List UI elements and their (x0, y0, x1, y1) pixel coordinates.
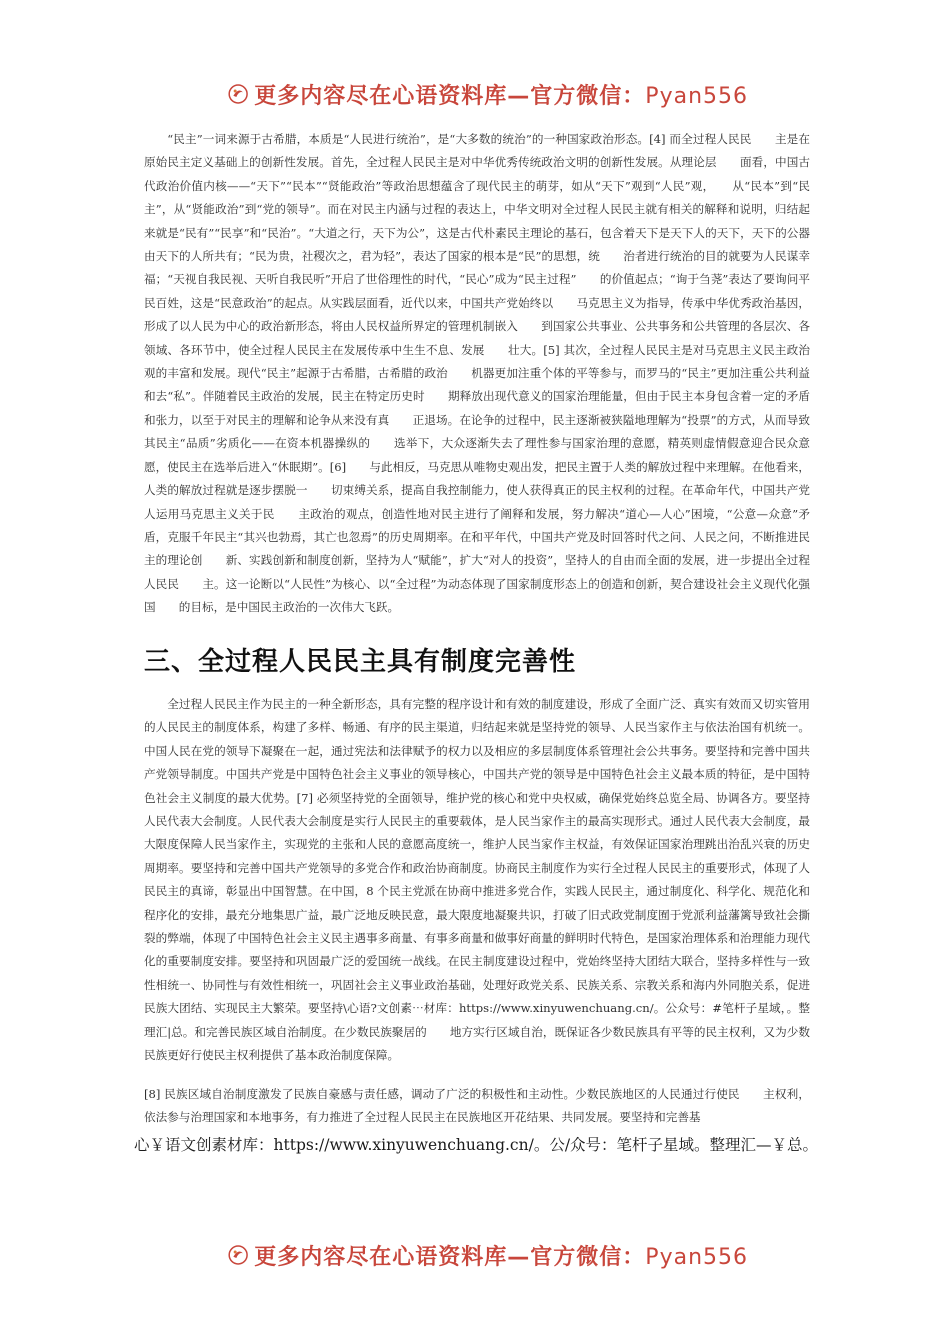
brand-logo-icon (228, 1238, 248, 1272)
banner-handle: Pyan556 (645, 1244, 748, 1270)
body-paragraph-3: [8] 民族区域自治制度激发了民族自豪感与责任感，调动了广泛的积极性和主动性。少数民族地区的人民通过行使民 主权利，依法参与治理国家和本地事务，有力推进了全过程人民民主在民族地区开花结果、共同发展。要坚持和完善基 (144, 1087, 810, 1125)
banner-handle: Pyan556 (645, 83, 748, 109)
watermark-line: 心￥语文创素材库：https://www.xinyuwenchuang.cn/。公/众号：笔杆子星域。整理汇—￥总。 (134, 1136, 819, 1154)
banner-text: 更多内容尽在心语资料库—官方微信：Pyan556 (254, 1244, 748, 1270)
section-heading: 三、全过程人民民主具有制度完善性 (144, 647, 577, 677)
body-paragraph-2: 全过程人民民主作为民主的一种全新形态，具有完整的程序设计和有效的制度建设，形成了全面广泛、真实有效而又切实管用的人民民主的制度体系，构建了多样、畅通、有序的民主渠道，归结起来就是坚持党的领导、人民当家作主与依法治国有机统一。中国人民在党的领导下凝聚在一起，通过宪法和法律赋予的权力以及相应的多层制度体系管理社会公共事务。要坚持和完善中国共产党领导制度。中国共产党是中国特色社会主义事业的领导核心，中国共产党的领导是中国特色社会主义最本质的特征，是中国特色社会主义制度的最大优势。[7] 必须坚持党的全面领导，维护党的核心和党中央权威，确保党始终总览全局、协调各方。要坚持人民代表大会制度。人民代表大会制度是实行人民民主的重要载体，是人民当家作主的最高实现形式。通过人民代表大会制度，最大限度保障人民当家作主，实现党的主张和人民的意愿高度统一，维护人民当家作主权益，有效保证国家治理跳出治乱兴衰的历史周期率。要坚持和完善中国共产党领导的多党合作和政治协商制度。协商民主制度作为实行全过程人民民主的重要形式，体现了人民民主的真谛，彰显出中国智慧。在中国，8 个民主党派在协商中推进多党合作，实践人民民主，通过制度化、科学化、规范化和程序化的安排，最充分地集思广益，最广泛地反映民意，最大限度地凝聚共识，打破了旧式政党制度囿于党派利益藩篱导致社会撕裂的弊端，体现了中国特色社会主义民主遇事多商量、有事多商量和做事好商量的鲜明时代特色，是国家治理体系和治理能力现代化的重要制度安排。要坚持和巩固最广泛的爱国统一战线。在民主制度建设过程中，党始终坚持大团结大联合，坚持多样性与一致性相统一、协同性与有效性相统一，巩固社会主义事业政治基础，处理好政党关系、民族关系、宗教关系和海内外同胞关系，促进民族大团结、实现民主大繁荣。要坚持\心语?文创素⋯材库：https://www.xinyuwenchuang.cn/。公众号：#笔杆子星域，。整理汇|总。和完善民族区域自治制度。在少数民族聚居的 地方实行区域自治，既保证各少数民族具有平等的民主权利，又为少数民族更好行使民主权利提供了基本政治制度保障。 (144, 697, 810, 1063)
brand-logo-icon (228, 77, 248, 111)
footer-banner (228, 1235, 748, 1275)
banner-text: 更多内容尽在心语资料库—官方微信：Pyan556 (254, 83, 748, 109)
body-paragraph-1: “民主”一词来源于古希腊，本质是“人民进行统治”，是“大多数的统治”的一种国家政治形态。[4] 而全过程人民民 主是在原始民主定义基础上的创新性发展。首先，全过程人民民主是对中华优秀传统政治文明的创新性发展。从理论层 面看，中国古代政治价值内核——“天下”“民本”“贤能政治”等政治思想蕴含了现代民主的萌芽，如从“天下”观到“人民”观， 从“民本”到“民主”，从“贤能政治”到“党的领导”。而在对民主内涵与过程的表达上，中华文明对全过程人民民主就有相关的解释和说明，归结起来就是“民有”“民享”和“民治”。“大道之行，天下为公”，这是古代朴素民主理论的基石，包含着天下是天下人的天下，天下的公器由天下的人所共有；“民为贵，社稷次之，君为轻”，表达了国家的根本是“民”的思想，统 治者进行统治的目的就要为人民谋幸福；“天视自我民视、天听自我民听”开启了世俗理性的时代，“民心”成为“民主过程” 的价值起点；“询于刍荛”表达了要询问平民百姓，这是“民意政治”的起点。从实践层面看，近代以来，中国共产党始终以 马克思主义为指导，传承中华优秀政治基因，形成了以人民为中心的政治新形态，将由人民权益所界定的管理机制嵌入 到国家公共事业、公共事务和公共管理的各层次、各领域、各环节中，使全过程人民民主在发展传承中生生不息、发展 壮大。[5] 其次，全过程人民民主是对马克思主义民主政治观的丰富和发展。现代“民主”起源于古希腊，古希腊的政治 机器更加注重个体的平等参与，而罗马的“民主”更加注重公共利益和去“私”。伴随着民主政治的发展，民主在特定历史时 期释放出现代意义的国家治理能量，但由于民主本身包含着一定的矛盾和张力，以至于对民主的理解和论争从来没有真 正退场。在论争的过程中，民主逐渐被狭隘地理解为“投票”的方式，从而导致其民主“品质”劣质化——在资本机器操纵的 选举下，大众逐渐失去了理性参与国家治理的意愿，精英则虚情假意迎合民众意愿，使民主在选举后进入“休眠期”。[6] 与此相反，马克思从唯物史观出发，把民主置于人类的解放过程中来理解。在他看来，人类的解放过程就是逐步摆脱一 切束缚关系，提高自我控制能力，使人获得真正的民主权利的过程。在革命年代，中国共产党人运用马克思主义关于民 主政治的观点，创造性地对民主进行了阐释和发展，努力解决“道心—人心”困境，“公意—众意”矛盾，克服千年民主“其兴也勃焉，其亡也忽焉”的历史周期率。在和平年代，中国共产党及时回答时代之问、人民之问，不断推进民主的理论创 新、实践创新和制度创新，坚持为人“赋能”，扩大“对人的投资”，坚持人的自由而全面的发展，进一步提出全过程人民民 主。这一论断以“人民性”为核心、以“全过程”为动态体现了国家制度形态上的创造和创新，契合建设社会主义现代化强国 的目标，是中国民主政治的一次伟大飞跃。 (144, 132, 810, 615)
header-banner (228, 74, 748, 114)
